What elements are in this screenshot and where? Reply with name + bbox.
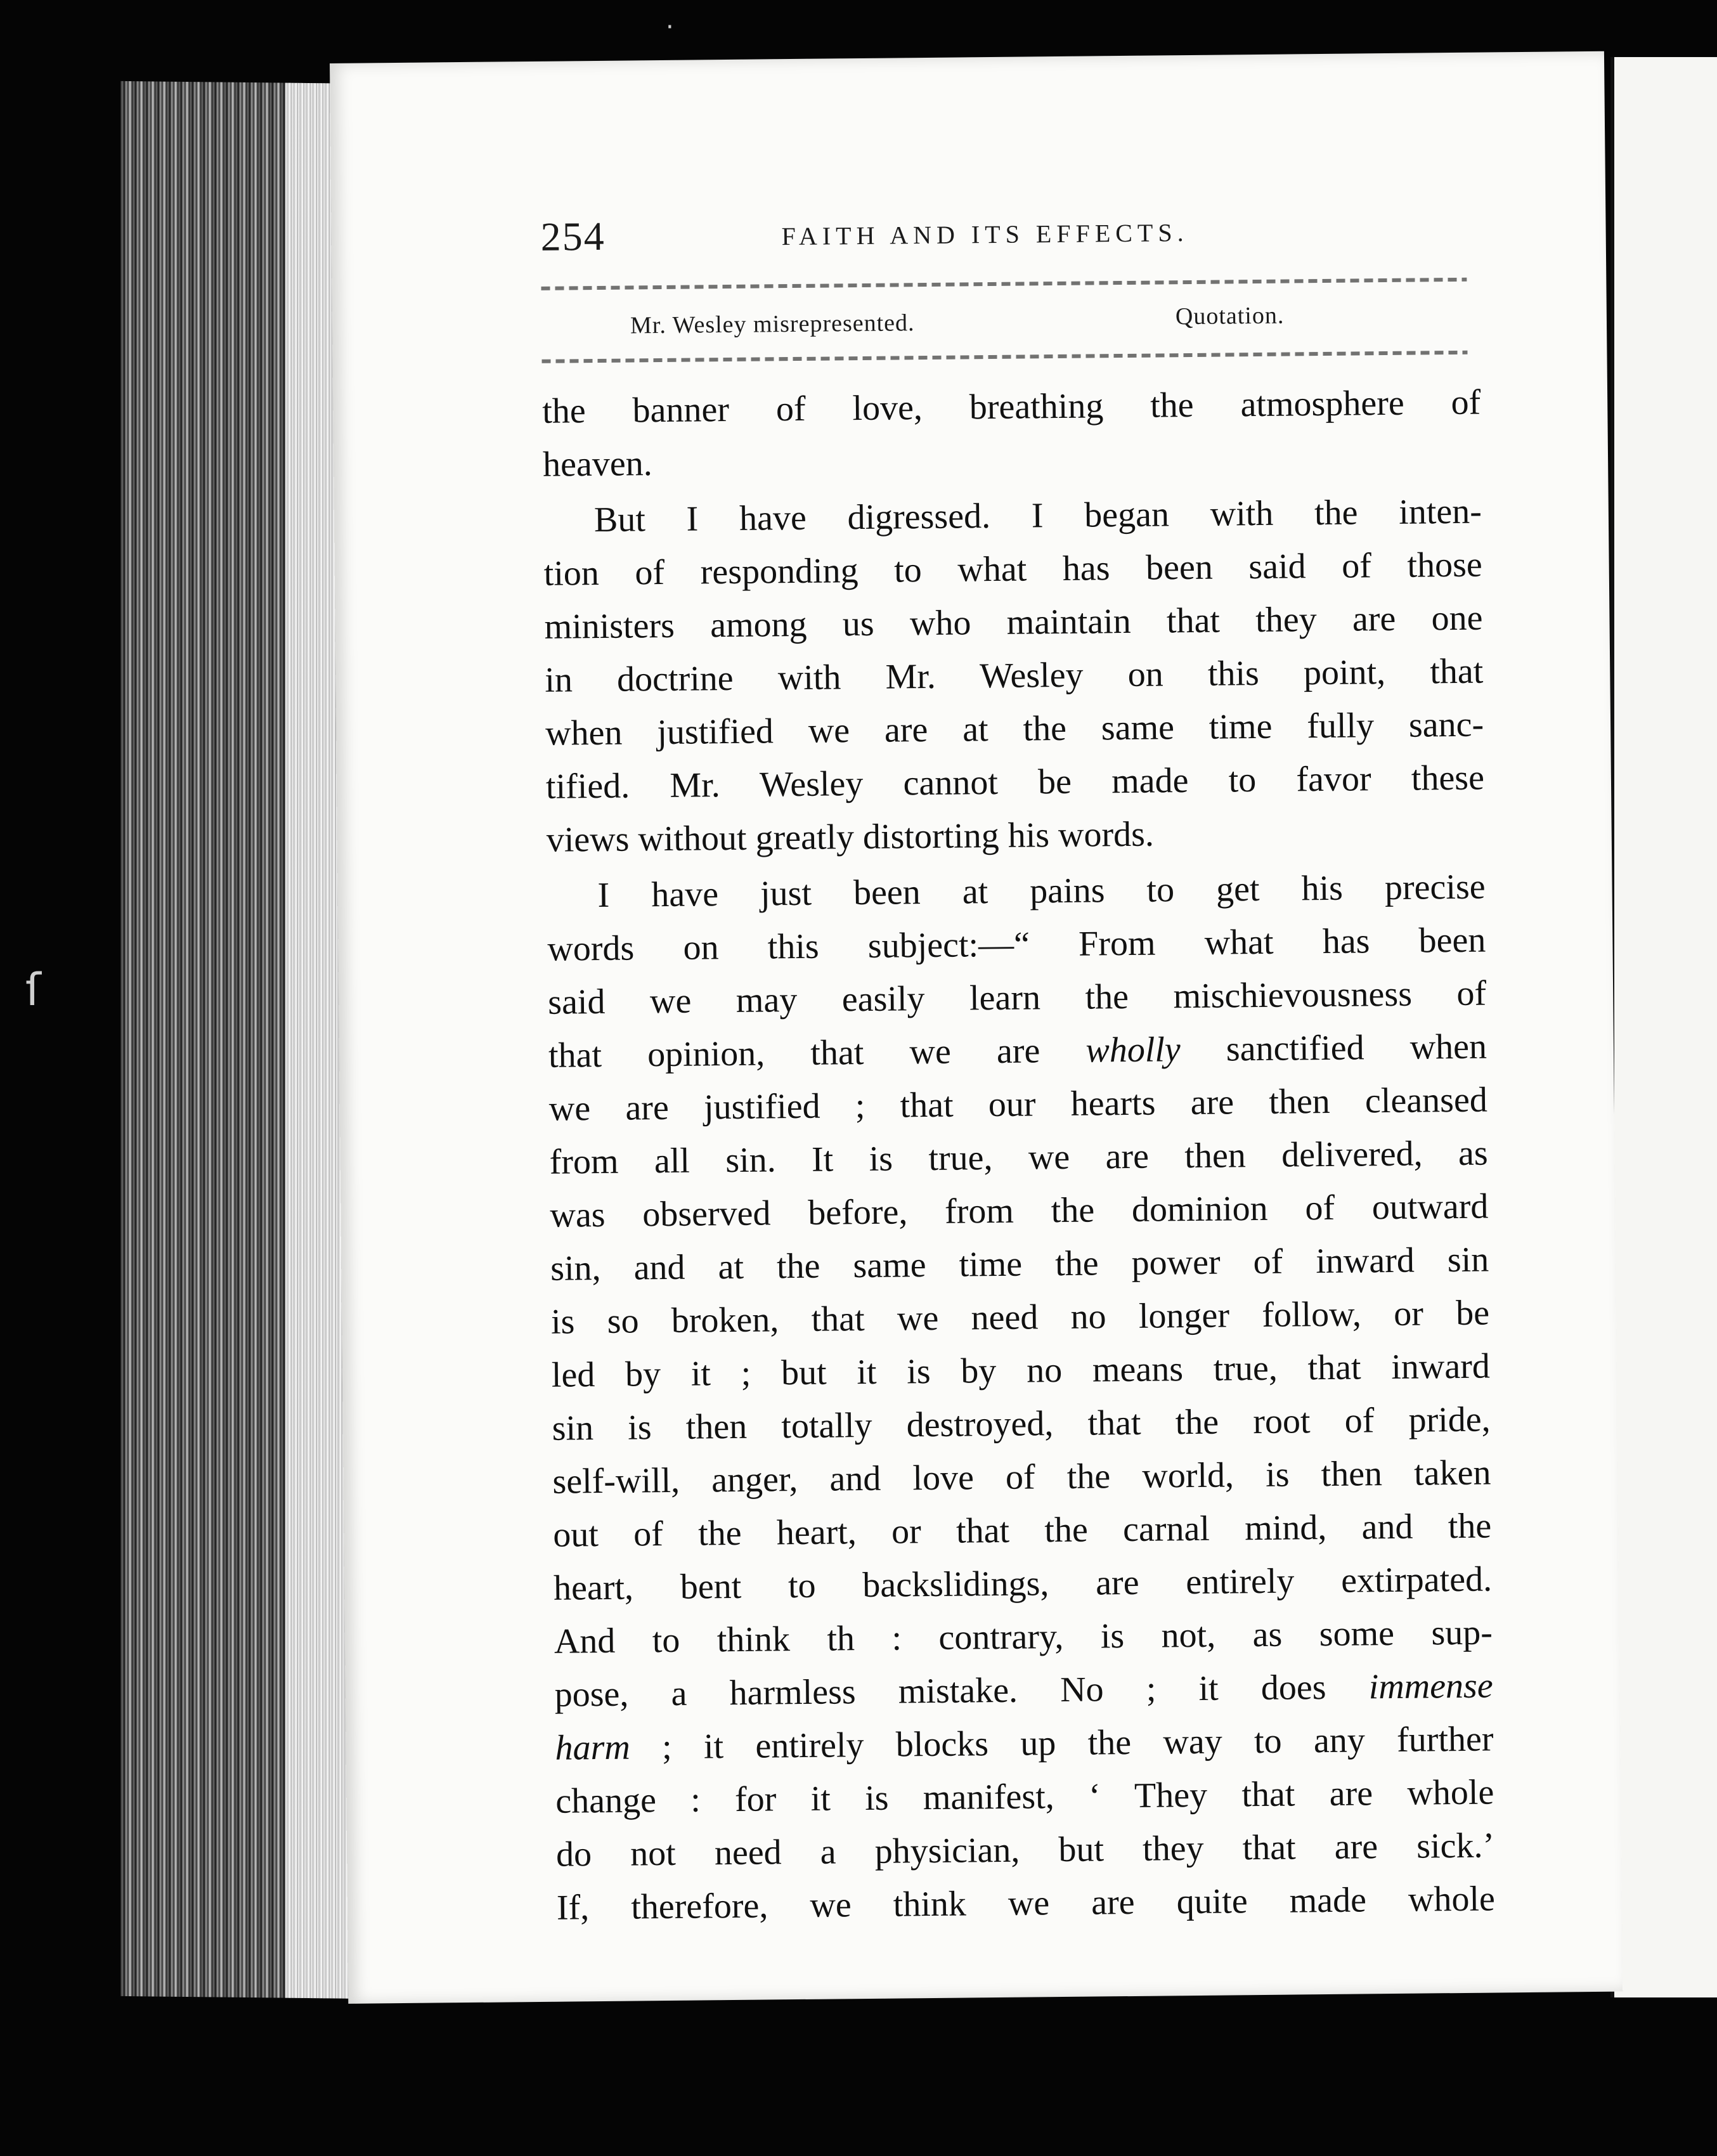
running-title: FAITH AND ITS EFFECTS. (781, 218, 1189, 251)
page-number: 254 (540, 213, 606, 259)
text-line: ministers among us who maintain that they are one (544, 598, 1483, 647)
text-line: led by it ; but it is by no means true, that inward (551, 1346, 1491, 1395)
sidenote-right: Quotation. (1175, 302, 1285, 330)
text-line: we are justified ; that our hearts are then cleansed (548, 1080, 1488, 1129)
text-line-with-emphasis (554, 1659, 1493, 1722)
text-fragment: sanctified when (1226, 1027, 1487, 1069)
text-line: is so broken, that we need no longer follow, or be (550, 1293, 1490, 1342)
sidenote-left: Mr. Wesley misrepresented. (630, 309, 915, 339)
text-fragment: pose, a harmless mistake. No ; it does (554, 1668, 1326, 1715)
scan-artifact-mark: ſ (25, 964, 41, 1016)
text-line: I have just been at pains to get his precise (597, 867, 1486, 916)
text-fragment: that opinion, that we are (548, 1031, 1040, 1075)
text-line: tified. Mr. Wesley cannot be made to favor these (545, 758, 1485, 807)
text-line: the banner of love, breathing the atmosphere of (541, 382, 1481, 431)
text-line: change : for it is manifest, ‘ They that are whole (555, 1772, 1494, 1821)
header-rule-bottom (541, 351, 1467, 363)
scan-artifact-mark: · (666, 13, 674, 42)
emphasis-immense: immense (1368, 1666, 1493, 1707)
text-line: from all sin. It is true, we are then delivered, as (549, 1133, 1488, 1182)
text-line: heart, bent to backslidings, are entirely extirpated. (553, 1559, 1493, 1608)
text-line: tion of responding to what has been said of those (543, 545, 1482, 594)
text-fragment: ; it entirely blocks up the way to any further (661, 1719, 1494, 1767)
page-header (540, 204, 1530, 271)
emphasis-wholly: wholly (1085, 1030, 1181, 1070)
text-line: in doctrine with Mr. Wesley on this point, that (545, 651, 1484, 700)
text-line: said we may easily learn the mischievousness of (547, 973, 1487, 1022)
text-line: And to think th : contrary, is not, as some sup- (554, 1613, 1493, 1661)
facing-page-edge (1610, 57, 1717, 1997)
text-line: sin, and at the same time the power of inward sin (550, 1240, 1489, 1289)
body-text (542, 376, 1495, 1935)
emphasis-harm: harm (555, 1727, 631, 1768)
text-line: views without greatly distorting his words. (546, 814, 1155, 860)
header-rule-top (541, 278, 1467, 290)
text-line: words on this subject:—“ From what has been (547, 920, 1486, 969)
text-line: was observed before, from the dominion of outward (550, 1186, 1489, 1235)
marginal-notes (541, 300, 1468, 353)
text-line: self-will, anger, and love of the world, is then taken (552, 1453, 1491, 1502)
text-line-with-emphasis (548, 1020, 1487, 1082)
text-line: But I have digressed. I began with the inten- (593, 491, 1482, 540)
text-line: heaven. (542, 444, 652, 484)
text-line: when justified we are at the same time fully sanc- (545, 705, 1484, 753)
text-line: sin is then totally destroyed, that the root of pride, (552, 1399, 1491, 1448)
text-line: do not need a physician, but they that are sick.’ (555, 1826, 1495, 1874)
text-line: If, therefore, we think we are quite made whole (556, 1879, 1496, 1928)
book-page (330, 51, 1623, 2004)
text-line-with-emphasis (555, 1713, 1494, 1775)
text-line: out of the heart, or that the carnal mind, and the (552, 1506, 1492, 1555)
